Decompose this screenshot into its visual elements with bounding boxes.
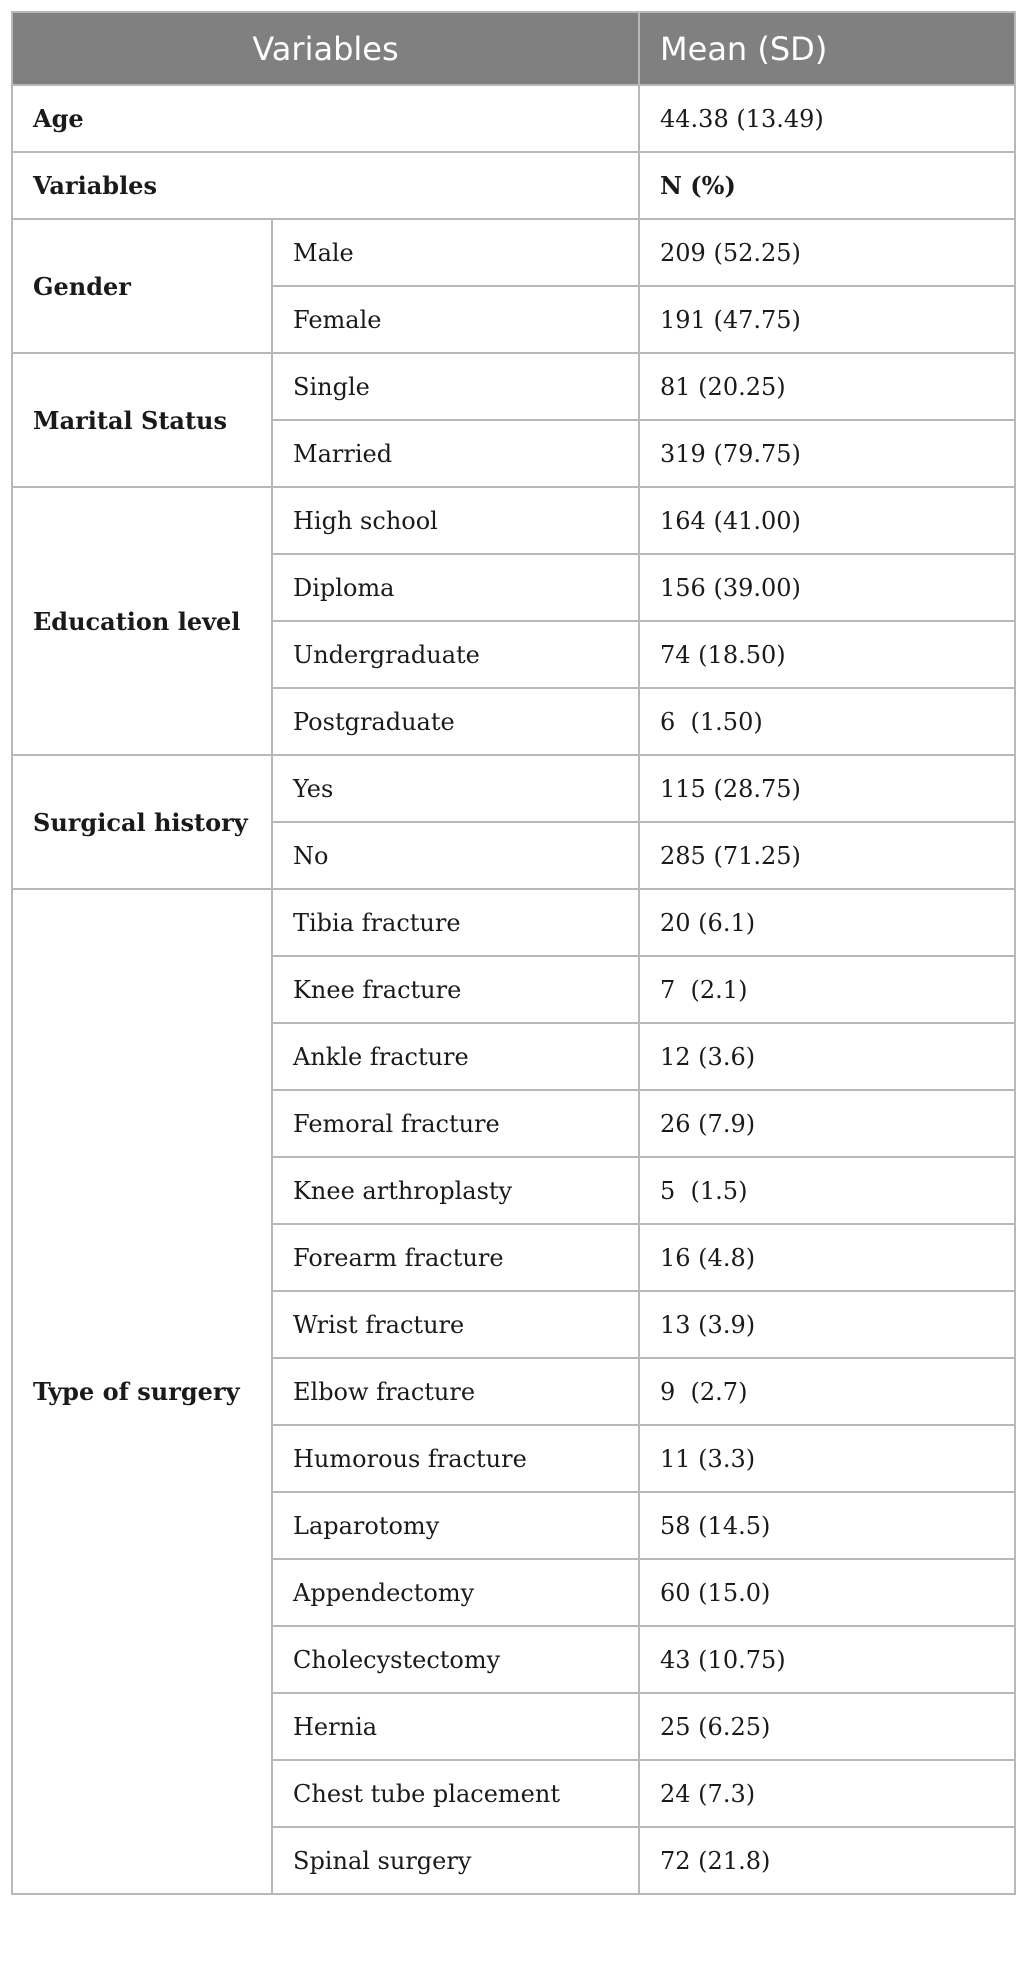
category-value: 43 (10.75) (639, 1626, 1015, 1693)
category-value: 191 (47.75) (639, 286, 1015, 353)
category-value: 6 (1.50) (639, 688, 1015, 755)
category-value: 24 (7.3) (639, 1760, 1015, 1827)
header-variables: Variables (12, 12, 639, 85)
category-label: Single (272, 353, 639, 420)
category-label: Married (272, 420, 639, 487)
category-value: 209 (52.25) (639, 219, 1015, 286)
table-subheader-row (12, 152, 1015, 219)
header-mean-sd: Mean (SD) (639, 12, 1015, 85)
category-value: 5 (1.5) (639, 1157, 1015, 1224)
demographics-table-container (11, 11, 1014, 1895)
table-row (12, 755, 1015, 822)
category-label: High school (272, 487, 639, 554)
category-label: Knee arthroplasty (272, 1157, 639, 1224)
category-label: Knee fracture (272, 956, 639, 1023)
table-row-age (12, 85, 1015, 152)
category-label: Femoral fracture (272, 1090, 639, 1157)
category-label: Postgraduate (272, 688, 639, 755)
group-label: Marital Status (12, 353, 272, 487)
category-label: Undergraduate (272, 621, 639, 688)
category-label: Tibia fracture (272, 889, 639, 956)
group-label: Gender (12, 219, 272, 353)
category-label: Female (272, 286, 639, 353)
group-label: Education level (12, 487, 272, 755)
category-value: 13 (3.9) (639, 1291, 1015, 1358)
category-value: 74 (18.50) (639, 621, 1015, 688)
category-value: 156 (39.00) (639, 554, 1015, 621)
category-label: Wrist fracture (272, 1291, 639, 1358)
category-label: Humorous fracture (272, 1425, 639, 1492)
table-header-row (12, 12, 1015, 85)
category-label: Elbow fracture (272, 1358, 639, 1425)
table-row (12, 353, 1015, 420)
table-row (12, 219, 1015, 286)
group-label: Surgical history (12, 755, 272, 889)
category-value: 72 (21.8) (639, 1827, 1015, 1894)
category-label: Chest tube placement (272, 1760, 639, 1827)
category-value: 164 (41.00) (639, 487, 1015, 554)
subheader-n-percent: N (%) (639, 152, 1015, 219)
category-value: 25 (6.25) (639, 1693, 1015, 1760)
category-value: 58 (14.5) (639, 1492, 1015, 1559)
category-value: 285 (71.25) (639, 822, 1015, 889)
category-value: 12 (3.6) (639, 1023, 1015, 1090)
category-value: 81 (20.25) (639, 353, 1015, 420)
category-label: Spinal surgery (272, 1827, 639, 1894)
category-label: Male (272, 219, 639, 286)
category-value: 26 (7.9) (639, 1090, 1015, 1157)
age-value: 44.38 (13.49) (639, 85, 1015, 152)
category-label: Forearm fracture (272, 1224, 639, 1291)
category-value: 16 (4.8) (639, 1224, 1015, 1291)
category-label: Ankle fracture (272, 1023, 639, 1090)
category-label: Diploma (272, 554, 639, 621)
category-value: 9 (2.7) (639, 1358, 1015, 1425)
category-label: No (272, 822, 639, 889)
subheader-variables: Variables (12, 152, 639, 219)
category-label: Hernia (272, 1693, 639, 1760)
category-value: 7 (2.1) (639, 956, 1015, 1023)
age-label: Age (12, 85, 639, 152)
table-row (12, 889, 1015, 956)
category-value: 115 (28.75) (639, 755, 1015, 822)
category-label: Cholecystectomy (272, 1626, 639, 1693)
category-value: 20 (6.1) (639, 889, 1015, 956)
category-value: 60 (15.0) (639, 1559, 1015, 1626)
category-label: Laparotomy (272, 1492, 639, 1559)
category-value: 319 (79.75) (639, 420, 1015, 487)
category-value: 11 (3.3) (639, 1425, 1015, 1492)
demographics-table (11, 11, 1016, 1895)
category-label: Yes (272, 755, 639, 822)
table-row (12, 487, 1015, 554)
group-label: Type of surgery (12, 889, 272, 1894)
category-label: Appendectomy (272, 1559, 639, 1626)
